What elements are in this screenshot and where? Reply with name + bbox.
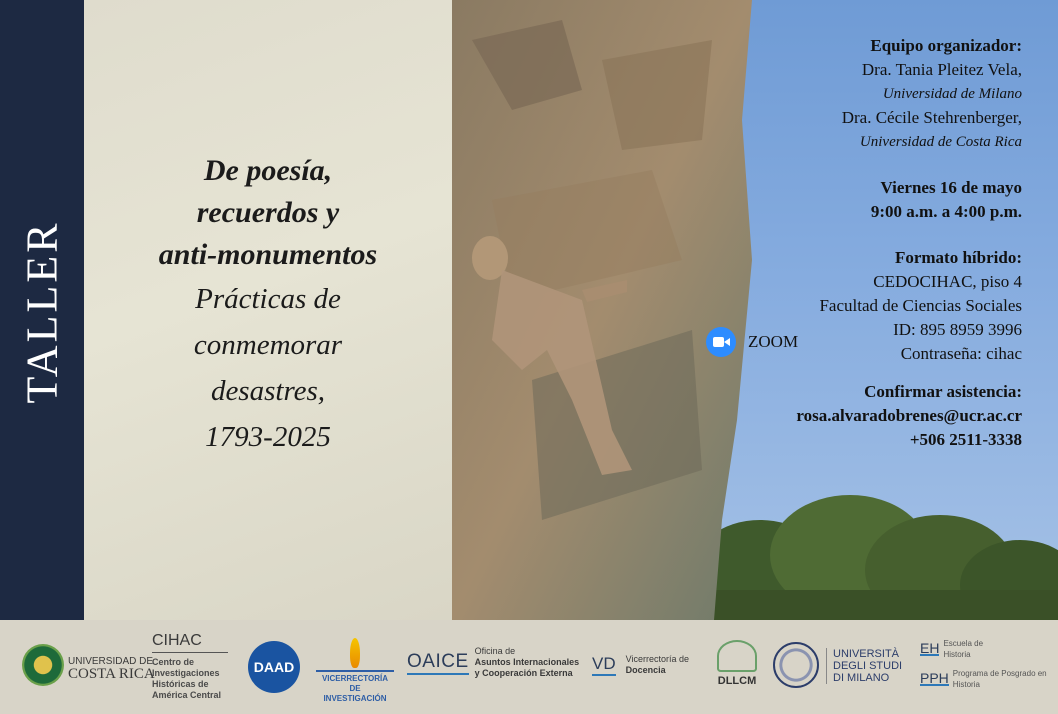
workshop-title <box>84 150 452 460</box>
cihac-line-4: América Central <box>152 690 222 700</box>
cihac-logo <box>152 632 228 701</box>
oaice-logo <box>407 646 579 679</box>
zoom-badge <box>706 327 798 357</box>
unimi-logo <box>826 648 902 684</box>
eh-acronym: EH <box>920 639 940 656</box>
faculty: Facultad de Ciencias Sociales <box>819 296 1022 315</box>
oaice-line-1: Oficina de <box>474 646 516 656</box>
zoom-camera-icon <box>706 327 736 357</box>
history-logos <box>920 638 1047 698</box>
subtitle-line-3: desastres, <box>210 375 326 407</box>
unimi-seal-icon <box>773 642 819 688</box>
cihac-line-2: Investigaciones <box>152 668 220 678</box>
oaice-line-2: Asuntos Internacionales <box>474 657 580 667</box>
organizer-2: Dra. Cécile Stehrenberger, <box>841 108 1022 127</box>
ucr-seal-icon <box>22 644 64 686</box>
title-line-3: anti-monumentos <box>158 238 378 271</box>
unimi-line-2: DEGLI STUDI <box>833 660 903 672</box>
cihac-acronym: CIHAC <box>152 632 228 653</box>
ucr-logo-big: COSTA RICA <box>68 666 155 682</box>
dllcm-acronym: DLLCM <box>717 675 757 687</box>
vi-line-1: VICERRECTORÍA DE <box>321 674 389 693</box>
organizer-2-affiliation: Universidad de Costa Rica <box>859 134 1022 150</box>
event-date: Viernes 16 de mayo <box>880 178 1022 197</box>
event-time: 9:00 a.m. a 4:00 p.m. <box>870 202 1022 221</box>
vd-line-2: Docencia <box>625 665 666 675</box>
organizer-1-affiliation: Universidad de Milano <box>882 86 1022 102</box>
venue: CEDOCIHAC, piso 4 <box>873 272 1022 291</box>
zoom-label: ZOOM <box>748 332 799 351</box>
title-line-1: De poesía, <box>203 154 333 187</box>
cihac-line-1: Centro de <box>152 657 195 667</box>
oaice-line-3: y Cooperación Externa <box>474 668 573 678</box>
organizers-heading: Equipo organizador: <box>870 36 1022 55</box>
pph-line-1: Programa de Posgrado en <box>952 669 1047 678</box>
pph-line-2: Historia <box>952 680 980 689</box>
zoom-password: Contraseña: cihac <box>900 344 1022 363</box>
dllcm-mark-icon <box>717 640 757 672</box>
format-heading: Formato híbrido: <box>894 248 1022 267</box>
unimi-line-1: UNIVERSITÀ <box>833 648 900 660</box>
eh-line-1: Escuela de <box>943 639 984 648</box>
vi-line-2: INVESTIGACIÓN <box>323 694 387 703</box>
rsvp-email[interactable]: rosa.alvaradobrenes@ucr.ac.cr <box>796 406 1022 425</box>
rsvp-heading: Confirmar asistencia: <box>864 382 1022 401</box>
vicerrectoria-investigacion-logo <box>316 638 394 704</box>
event-info <box>692 34 1022 452</box>
subtitle-line-2: conmemorar <box>193 329 343 361</box>
zoom-details <box>692 318 1022 368</box>
sponsor-footer <box>0 620 1058 714</box>
vd-logo <box>592 654 689 676</box>
ucr-logo <box>68 656 155 680</box>
ucr-logo-small: UNIVERSIDAD DE <box>68 656 154 667</box>
side-strip <box>0 0 84 620</box>
oaice-acronym: OAICE <box>407 651 469 675</box>
subtitle-line-1: Prácticas de <box>195 283 341 315</box>
unimi-line-3: DI MILANO <box>833 672 890 684</box>
vd-line-1: Vicerrectoría de <box>625 654 689 664</box>
daad-logo: DAAD <box>248 641 300 693</box>
vd-acronym: VD <box>592 654 616 676</box>
zoom-id: ID: 895 8959 3996 <box>893 320 1022 339</box>
subtitle-line-4: 1793-2025 <box>205 421 331 453</box>
organizer-1: Dra. Tania Pleitez Vela, <box>861 60 1022 79</box>
pph-acronym: PPH <box>920 669 949 686</box>
title-line-2: recuerdos y <box>196 196 340 229</box>
rsvp-phone: +506 2511-3338 <box>909 430 1022 449</box>
eh-line-2: Historia <box>943 650 971 659</box>
dllcm-logo <box>713 640 761 687</box>
side-label: TALLER <box>17 220 67 404</box>
cihac-line-3: Históricas de <box>152 679 209 689</box>
flame-icon <box>350 638 360 668</box>
